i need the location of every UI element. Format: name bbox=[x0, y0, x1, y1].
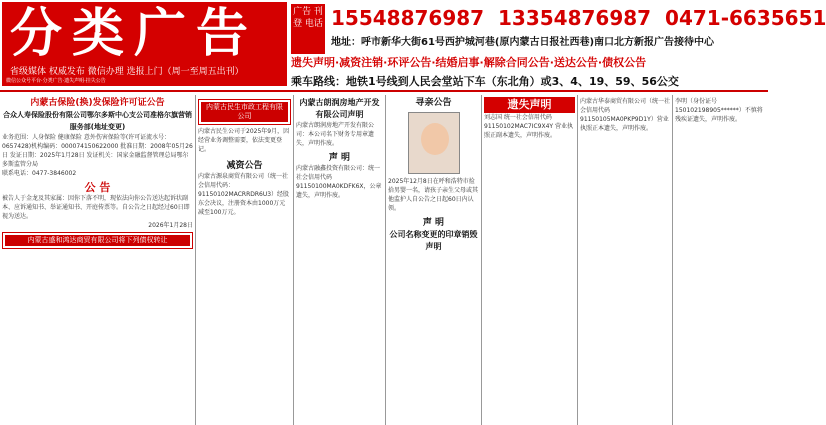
c6-body: 李明（身份证号150102198905******）不慎将残疾证遗失，声明作废。 bbox=[675, 98, 763, 123]
c3-body: 内蒙古朗润房地产开发有限公司：本公司名下财务专用章遗失，声明作废。 bbox=[296, 122, 375, 147]
c2-reduce: 减资公告 bbox=[226, 161, 263, 171]
c1-notice: 公 告 bbox=[84, 181, 111, 194]
c2-body: 内蒙古民生公司于2025年9月，因经营业务调整需要，依法变更登记。 bbox=[198, 128, 290, 153]
c1-sub: 合众人寿保险股份有限公司鄂尔多斯中心支公司准格尔旗营销服务部(地址变更) bbox=[3, 111, 192, 131]
c4-body: 刘志国 统一社会信用代码91150102MAC7IC9X4Y 营业执照正副本遗失，声明作废。 bbox=[484, 114, 573, 139]
c1-notice-body: 被告人于金龙及其家属：因你下落不明，现依法向你公告送达起诉状副本、应诉通知书、举证通知书、开庭传票等。自公告之日起经过60日即视为送达。 bbox=[2, 195, 190, 220]
c1-body: 业务范围：人身保险 健康保险 意外伤害保险等(许可证流水号：0657428)机构编码：000074150622000 批准日期：2008年05月26日 发证日期：2025年1月28日 发证机关：国家金融监督管理总局鄂尔多斯监管分局 bbox=[2, 134, 193, 168]
column-6 bbox=[578, 95, 673, 425]
c2-reduce-body: 内蒙古源泉商贸有限公司（统一社会信用代码：91150102MACRRDR6U3）经股东会决议，注册资本由1000万元减至100万元。 bbox=[198, 173, 290, 216]
column-4 bbox=[386, 95, 482, 425]
header-banner bbox=[0, 0, 826, 92]
c1-box bbox=[2, 232, 193, 249]
column-3 bbox=[294, 95, 386, 425]
baby-photo bbox=[408, 112, 460, 174]
c3-lost: 寻亲公告 bbox=[415, 98, 452, 108]
c1-title: 内蒙古保险(换)发保险许可证公告 bbox=[30, 98, 165, 108]
column-7 bbox=[673, 95, 768, 425]
c4-lost: 遗失声明 bbox=[484, 97, 575, 113]
baby-face bbox=[421, 123, 449, 155]
c3-lost-body: 2025年12月8日在呼和浩特市捡拾男婴一名，请孩子亲生父母或其他监护人自公告之日起60日内认领。 bbox=[388, 178, 479, 212]
column-1 bbox=[0, 95, 196, 425]
categories: 遗失声明·减资注销·环评公告·结婚启事·解除合同公告·送达公告·债权公告 bbox=[291, 56, 647, 69]
logo-title: 分类广告 bbox=[10, 3, 259, 64]
logo-block bbox=[2, 2, 287, 86]
c3-decl-body: 内蒙古融鑫投资有限公司：统一社会信用代码91150100MA0KDFK6X，公章遗失，声明作废。 bbox=[296, 165, 382, 199]
phone-2[interactable]: 13354876987 bbox=[498, 6, 652, 30]
slogan: 省级媒体 权威发布 微信办理 选报上门（周一至周五出刊） bbox=[10, 67, 244, 77]
column-5 bbox=[482, 95, 578, 425]
phone-3[interactable]: 0471-6635651 bbox=[665, 6, 826, 30]
c5-body: 内蒙古华泰商贸有限公司（统一社会信用代码91150105MA0PKP9D1Y）营业执照正本遗失，声明作废。 bbox=[580, 98, 671, 132]
c4-decl: 声 明 bbox=[422, 218, 445, 228]
c1-box-title: 内蒙古盛和鸿达商贸有限公司将下列债权转让 bbox=[5, 235, 190, 246]
c2-title: 内蒙古民生市政工程有限公司 bbox=[201, 102, 288, 122]
c2-box bbox=[198, 99, 291, 125]
c3-decl: 声 明 bbox=[328, 153, 351, 163]
address: 地址：呼市新华大街61号西护城河巷(原内蒙古日报社西巷)南口北方新报广告接待中心 bbox=[331, 37, 715, 48]
c1-date: 2026年1月28日 bbox=[148, 222, 193, 229]
column-2 bbox=[196, 95, 294, 425]
slogan-small: 微信公众号平台·分类广告·遗失声明·挂失公告 bbox=[6, 78, 106, 84]
c3-title: 内蒙古朗润房地产开发有限公司声明 bbox=[299, 98, 380, 119]
phone-tag: 广告 刊登 电话 bbox=[291, 4, 325, 54]
phone-1[interactable]: 15548876987 bbox=[331, 6, 485, 30]
bus-route: 乘车路线：地铁1号线到人民会堂站下车（东北角）或3、4、19、59、56公交 bbox=[291, 75, 679, 88]
c4-decl2: 公司名称变更的印章销毁声明 bbox=[389, 230, 478, 251]
phone-numbers bbox=[331, 6, 826, 30]
c1-tel: 联系电话：0477-3846002 bbox=[2, 170, 77, 177]
